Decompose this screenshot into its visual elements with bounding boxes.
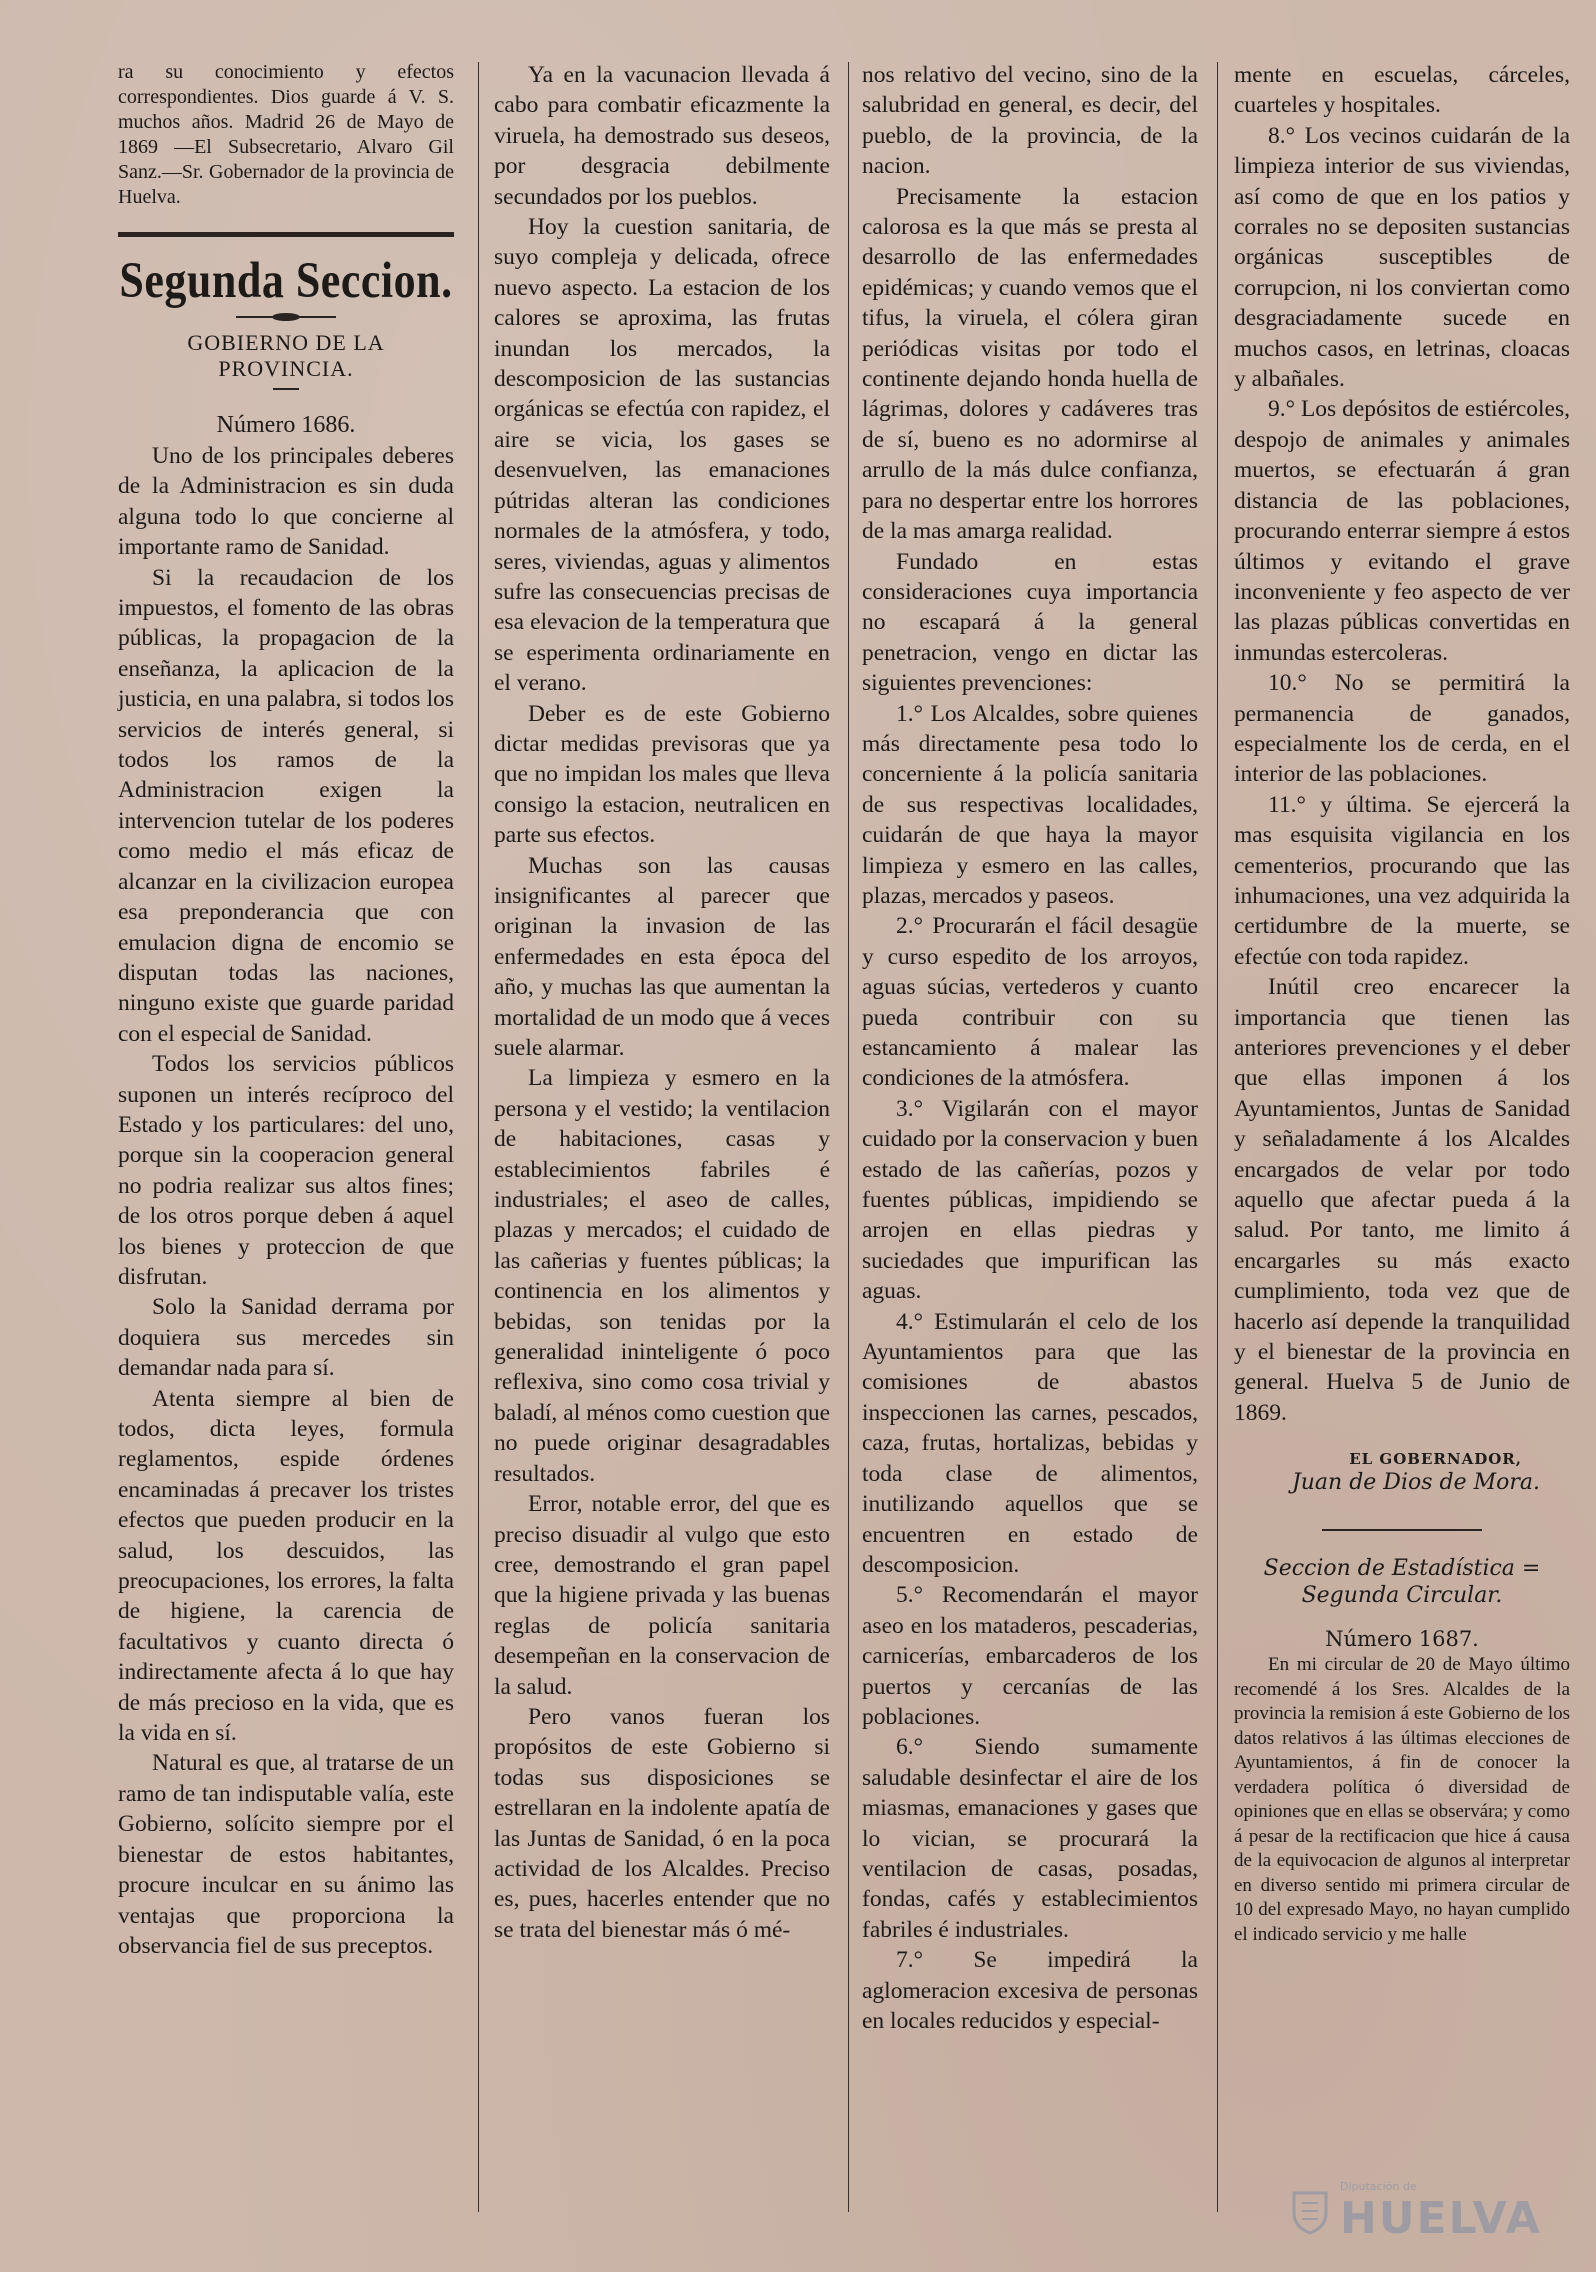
paragraph: Atenta siempre al bien de todos, dicta leyes, formula reglamentos, espide órdenes encaminadas á precaver los tristes efectos que pueden producir en la salud, los descuidos, las preocupaciones, los errores, la falta de higiene, la carencia de facultativos y cuanto directa ó indirectamente afecta á lo que hay de más precioso en la vida, que es la vida en sí. <box>118 1385 454 1747</box>
paragraph: 1.° Los Alcaldes, sobre quienes más directamente pesa todo lo concerniente á la policía sanitaria de sus respectivas localidades, cuidarán de que haya la mayor limpieza y esmero en las calles, plazas, mercados y paseos. <box>862 700 1198 909</box>
paragraph: 4.° Estimularán el celo de los Ayuntamientos para que las comisiones de abastos inspeccionen las carnes, pescados, caza, frutas, hortalizas, bebidas y toda clase de alimentos, inutilizando aquellos que se encuentren en estado de descomposicion. <box>862 1308 1198 1578</box>
paragraph: 7.° Se impedirá la aglomeracion excesiva de personas en locales reducidos y especial- <box>862 1947 1198 2034</box>
signature-name: Juan de Dios de Mora. <box>1291 1470 1540 1496</box>
watermark-text: HUELVA <box>1340 2193 1542 2244</box>
watermark <box>1290 2180 1542 2244</box>
ornament-icon <box>226 310 346 324</box>
paragraph: En mi circular de 20 de Mayo último recomendé á los Sres. Alcaldes de la provincia la remision á este Gobierno de los datos relativos á las últimas elecciones de Ayuntamientos, á fin de conocer la verdadera política ó diversidad de opiniones que en ellas se observára; y como á pesar de la rectificacion que hice á causa de la equivocacion de algunos al interpretar en diverso sentido mi primera circular de 10 del expresado Mayo, no hayan cumplido el indicado servicio y me halle <box>1234 1654 1570 1945</box>
paragraph: nos relativo del vecino, sino de la salubridad en general, es decir, del pueblo, de la provincia, de la nacion. <box>862 62 1198 180</box>
paragraph: La limpieza y esmero en la persona y el vestido; la ventilacion de habitaciones, casas y establecimientos fabriles é industriales; el aseo de calles, plazas y mercados; el cuidado de las cañerias y fuentes públicas; la continencia en los alimentos y bebidas, son tenidas por la generalidad ininteligente ó poco reflexiva, sino como cosa trivial y baladí, al ménos como cuestion que no puede originar desagradables resultados. <box>494 1065 830 1487</box>
column-3 <box>862 60 1198 2232</box>
column-4 <box>1234 60 1570 2232</box>
paragraph: 2.° Procurarán el fácil desagüe y curso espedito de los arroyos, aguas súcias, vertederos y cuanto pueda contribuir con su estancamiento á malear las condiciones de la atmósfera. <box>862 913 1198 1092</box>
divider-short <box>1322 1529 1482 1531</box>
document-number: Número 1686. <box>216 412 356 438</box>
paragraph: Si la recaudacion de los impuestos, el fomento de las obras públicas, la propagacion de la enseñanza, la aplicacion de la justicia, en una palabra, si todos los servicios de interés general, si todos los ramos de la Administracion exigen la intervencion tutelar de los poderes como medio el más eficaz de alcanzar en la civilizacion europea esa preponderancia que con emulacion digna de encomio se disputan todas las naciones, ninguno existe que guarde paridad con el especial de Sanidad. <box>118 564 454 1047</box>
signature-label: EL GOBERNADOR, <box>1349 1450 1522 1469</box>
paragraph: Solo la Sanidad derrama por doquiera sus mercedes sin demandar nada para sí. <box>118 1294 454 1382</box>
paragraph: 5.° Recomendarán el mayor aseo en los mataderos, pescaderias, carnicerías, embarcaderos de los puertos y cercanías de las poblaciones. <box>862 1582 1198 1730</box>
paragraph: mente en escuelas, cárceles, cuarteles y hospitales. <box>1234 62 1570 119</box>
paragraph: Fundado en estas consideraciones cuya importancia no escapará á la general penetracion, vengo en dictar las siguientes prevenciones: <box>862 548 1198 697</box>
paragraph: 11.° y última. Se ejercerá la mas esquisita vigilancia en los cementerios, procurando que las inhumaciones, una vez adquirida la certidumbre de la muerte, se efectúe con toda rapidez. <box>1234 791 1570 970</box>
divider-short <box>273 388 299 390</box>
divider-thick <box>118 232 454 237</box>
paragraph: Uno de los principales deberes de la Administracion es sin duda alguna todo lo que concierne al importante ramo de Sanidad. <box>118 443 454 561</box>
paragraph: Deber es de este Gobierno dictar medidas previsoras que ya que no impidan los males que lleva consigo la estacion, neutralicen en parte sus efectos. <box>494 700 830 849</box>
paragraph: Precisamente la estacion calorosa es la que más se presta al desarrollo de las enfermedades epidémicas; y cuando vemos que el tifus, la viruela, el cólera giran periódicas visitas por todo el continente dejando honda huella de lágrimas, dolores y cadáveres tras de sí, bueno es no adormirse al arrullo de la más dulce confianza, para no despertar entre los horrores de la mas amarga realidad. <box>862 183 1198 545</box>
paragraph: 8.° Los vecinos cuidarán de la limpieza interior de sus viviendas, así como de que en los patios y corrales no se depositen sustancias orgánicas susceptibles de corrupcion, ni los conviertan como desgraciadamente sucede en muchos casos, en letrinas, cloacas y albañales. <box>1234 122 1570 393</box>
column-rule <box>478 62 479 2212</box>
paragraph: 3.° Vigilarán con el mayor cuidado por la conservacion y buen estado de las cañerías, pozos y fuentes públicas, impidiendo se arrojen en ellas piedras y suciedades que impurifican las aguas. <box>862 1095 1198 1305</box>
paragraph: 10.° No se permitirá la permanencia de ganados, especialmente los de cerda, en el interior de las poblaciones. <box>1234 670 1570 788</box>
stats-heading: Seccion de Estadística = Segunda Circular. <box>1263 1556 1541 1609</box>
column-2 <box>494 60 830 2232</box>
paragraph: Hoy la cuestion sanitaria, de suyo compleja y delicada, ofrece nuevo aspecto. La estacion de los calores se aproxima, las frutas inundan los mercados, la descomposicion de las sustancias orgánicas se efectúa con rapidez, el aire se vicia, los gases se desenvuelven, las emanaciones pútridas alteran las condiciones normales de la atmósfera, y todo, seres, viviendas, aguas y alimentos sufre las consecuencias precisas de esa elevacion de la temperatura que se esperimenta ordinariamente en el verano. <box>494 214 830 697</box>
paragraph: Natural es que, al tratarse de un ramo de tan indisputable valía, este Gobierno, solícito siempre por el bienestar de estos habitantes, procure inculcar en su ánimo las ventajas que proporciona la observancia fiel de sus preceptos. <box>118 1750 454 1959</box>
paragraph: Pero vanos fueran los propósitos de este Gobierno si todas sus disposiciones se estrellaran en la indolente apatía de las Juntas de Sanidad, ó en la poca actividad de los Alcaldes. Preciso es, pues, hacerles entender que no se trata del bienestar más ó mé- <box>494 1703 830 1943</box>
document-number: Número 1687. <box>1325 1627 1479 1652</box>
paragraph: 6.° Siendo sumamente saludable desinfectar el aire de los miasmas, emanaciones y gases que lo vician, se procurará la ventilacion de casas, posadas, fondas, cafés y establecimientos fabriles é industriales. <box>862 1734 1198 1943</box>
column-1 <box>118 60 454 2232</box>
shield-icon <box>1290 2189 1330 2235</box>
paragraph: Muchas son las causas insignificantes al parecer que originan la invasion de las enfermedades en esta época del año, y muchas las que aumentan la mortalidad de un modo que á veces suele alarmar. <box>494 852 830 1061</box>
column-rule <box>1217 62 1218 2212</box>
section-title: Segunda Seccion. <box>119 252 453 309</box>
paragraph: Inútil creo encarecer la importancia que tienen las anteriores prevenciones y el deber que ellas imponen á los Ayuntamientos, Juntas de Sanidad y señaladamente á los Alcaldes encargados de velar por todo aquello que afectar pueda á la salud. Por tanto, me limito á encargarles su más exacto cumplimiento, toda vez que de hacerlo así depende la tranquilidad y el bienestar de la provincia en general. Huelva 5 de Junio de 1869. <box>1234 974 1570 1426</box>
watermark-small: Diputación de <box>1340 2180 1417 2193</box>
paragraph: Todos los servicios públicos suponen un interés recíproco del Estado y los particulares: del uno, porque sin la cooperacion general no podria realizar sus altos fines; de los otros porque deben á aquel los bienes y proteccion de que disfrutan. <box>118 1051 454 1290</box>
intro-text: ra su conocimiento y efectos correspondientes. Dios guarde á V. S. muchos años. Madrid 26 de Mayo de 1869 —El Subsecretario, Alvaro Gil Sanz.—Sr. Gobernador de la provincia de Huelva. <box>118 61 454 208</box>
paragraph: 9.° Los depósitos de estiércoles, despojo de animales y animales muertos, se efectuarán á gran distancia de las poblaciones, procurando enterrar siempre á estos últimos y evitando el grave inconveniente y feo aspecto de ver las plazas públicas convertidas en inmundas estercoleras. <box>1234 396 1570 666</box>
paragraph: Ya en la vacunacion llevada á cabo para combatir eficazmente la viruela, ha demostrado sus deseos, por desgracia debilmente secundados por los pueblos. <box>494 62 830 210</box>
department-title: GOBIERNO DE LA PROVINCIA. <box>187 330 385 381</box>
paragraph: Error, notable error, del que es preciso disuadir al vulgo que esto cree, demostrando el gran papel que la higiene privada y las buenas reglas de policía sanitaria desempeñan en la conservacion de la salud. <box>494 1491 830 1700</box>
column-rule <box>848 62 849 2212</box>
